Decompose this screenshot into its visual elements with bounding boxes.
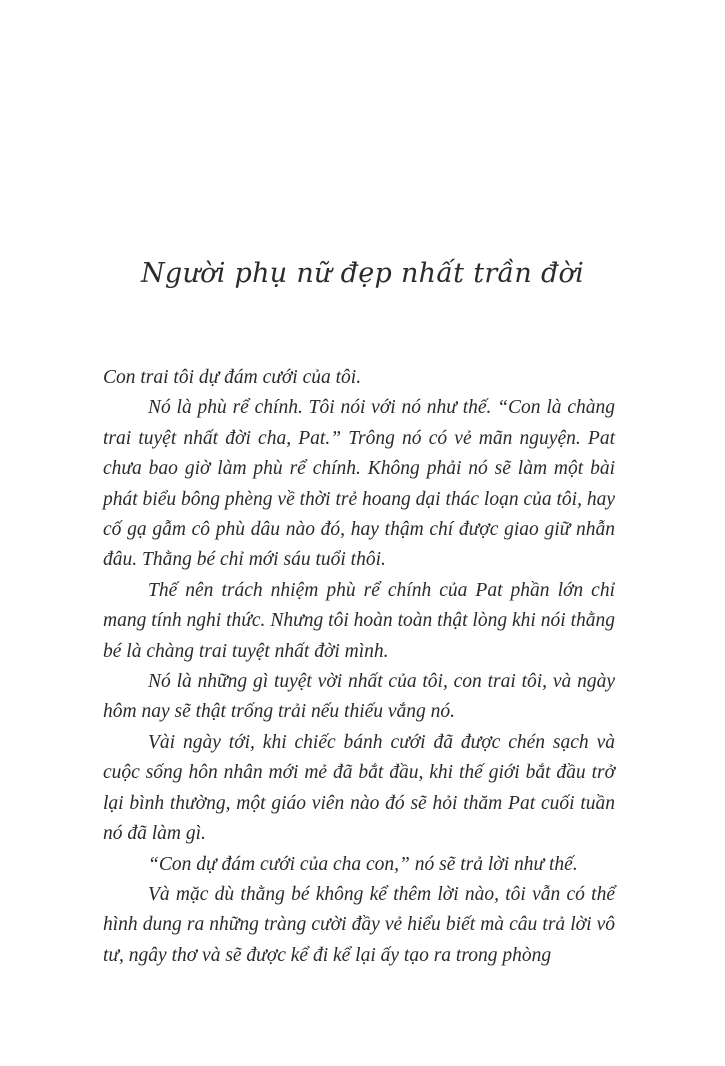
paragraph: Thế nên trách nhiệm phù rể chính của Pat phần lớn chỉ mang tính nghi thức. Nhưng tôi hoàn toàn thật lòng khi nói thằng bé là chàng trai tuyệt nhất đời mình. — [103, 579, 615, 662]
chapter-body — [103, 363, 615, 971]
paragraph: Và mặc dù thằng bé không kể thêm lời nào, tôi vẫn có thể hình dung ra những tràng cười đầy vẻ hiểu biết mà câu trả lời vô tư, ngây thơ và sẽ được kể đi kể lại ấy tạo ra trong phòng — [103, 883, 615, 966]
paragraph: Nó là phù rể chính. Tôi nói với nó như thế. “Con là chàng trai tuyệt nhất đời cha, Pat.” Trông nó có vẻ mãn nguyện. Pat chưa bao giờ làm phù rể chính. Không phải nó sẽ làm một bài phát biểu bông phèng về thời trẻ hoang dại thác loạn của tôi, hay cố gạ gẫm cô phù dâu nào đó, hay thậm chí được giao giữ nhẫn đâu. Thằng bé chỉ mới sáu tuổi thôi. — [103, 397, 615, 571]
paragraph: “Con dự đám cưới của cha con,” nó sẽ trả lời như thế. — [148, 853, 578, 875]
paragraph: Vài ngày tới, khi chiếc bánh cưới đã được chén sạch và cuộc sống hôn nhân mới mẻ đã bắt đầu, khi thế giới bắt đầu trở lại bình thường, một giáo viên nào đó sẽ hỏi thăm Pat cuối tuần nó đã làm gì. — [103, 731, 615, 845]
paragraph: Nó là những gì tuyệt vời nhất của tôi, con trai tôi, và ngày hôm nay sẽ thật trống trải nếu thiếu vắng nó. — [103, 671, 615, 723]
chapter-title: Người phụ nữ đẹp nhất trần đời — [140, 258, 585, 289]
paragraph: Con trai tôi dự đám cưới của tôi. — [103, 367, 362, 388]
